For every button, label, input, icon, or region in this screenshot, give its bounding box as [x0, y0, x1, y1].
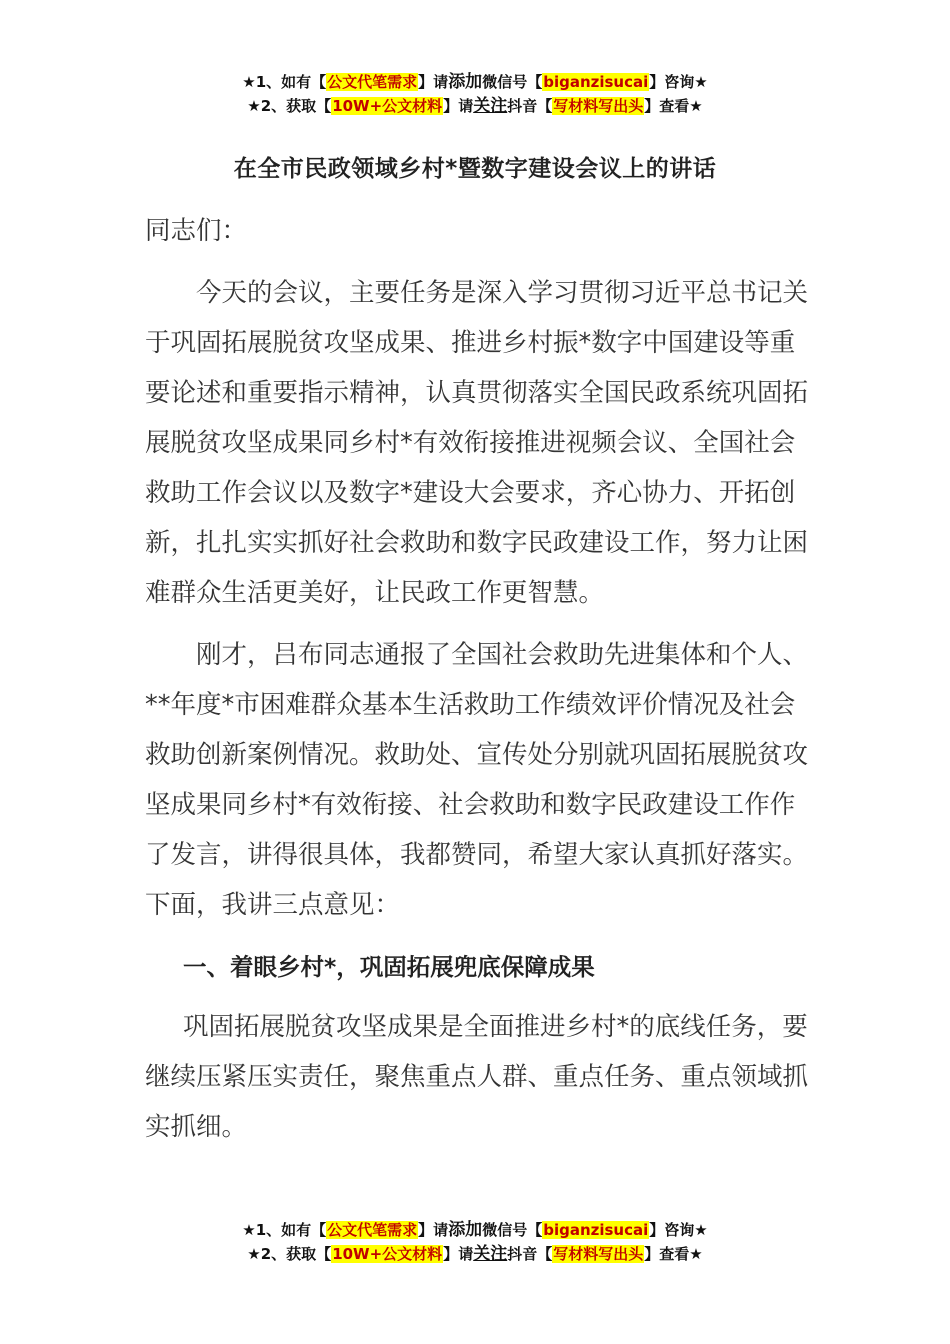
highlight-wechat-id: biganzisucai — [543, 1221, 649, 1239]
highlight-service: 公文代笔需求 — [327, 73, 418, 91]
document-body — [145, 206, 815, 1152]
highlight-service: 公文代笔需求 — [327, 1221, 418, 1239]
paragraph-1: 今天的会议，主要任务是深入学习贯彻习近平总书记关于巩固拓展脱贫攻坚成果、推进乡村振*数字中国建设等重要论述和重要指示精神，认真贯彻落实全国民政系统巩固拓展脱贫攻坚成果同乡村*有效衔接推进视频会议、全国社会救助工作会议以及数字*建设大会要求，齐心协力、开拓创新，扎扎实实抓好社会救助和数字民政建设工作，努力让困难群众生活更美好，让民政工作更智慧。 — [145, 278, 809, 608]
salutation: 同志们： — [145, 216, 248, 246]
section-heading-1: 一、着眼乡村*，巩固拓展兜底保障成果 — [183, 953, 595, 981]
highlight-douyin-id: 写材料写出头 — [553, 97, 644, 115]
highlight-materials: 10W+公文材料 — [332, 97, 443, 115]
promo-banner-bottom — [0, 1218, 950, 1266]
promo-line-1: ★1、如有【公文代笔需求】请添加微信号【biganzisucai】咨询★ — [242, 72, 708, 92]
document-title: 在全市民政领域乡村*暨数字建设会议上的讲话 — [233, 156, 717, 182]
promo-banner-top — [0, 70, 950, 118]
paragraph-3: 巩固拓展脱贫攻坚成果是全面推进乡村*的底线任务，要继续压紧压实责任，聚焦重点人群、重点任务、重点领域抓实抓细。 — [145, 1012, 809, 1142]
highlight-materials: 10W+公文材料 — [332, 1245, 443, 1263]
highlight-wechat-id: biganzisucai — [543, 73, 649, 91]
promo-line-2: ★2、获取【10W+公文材料】请关注抖音【写材料写出头】查看★ — [247, 96, 703, 116]
paragraph-2: 刚才，吕布同志通报了全国社会救助先进集体和个人、**年度*市困难群众基本生活救助工作绩效评价情况及社会救助创新案例情况。救助处、宣传处分别就巩固拓展脱贫攻坚成果同乡村*有效衔接、社会救助和数字民政建设工作作了发言，讲得很具体，我都赞同，希望大家认真抓好落实。下面，我讲三点意见： — [145, 640, 809, 920]
promo-line-1: ★1、如有【公文代笔需求】请添加微信号【biganzisucai】咨询★ — [242, 1220, 708, 1240]
promo-line-2: ★2、获取【10W+公文材料】请关注抖音【写材料写出头】查看★ — [247, 1244, 703, 1264]
highlight-douyin-id: 写材料写出头 — [553, 1245, 644, 1263]
